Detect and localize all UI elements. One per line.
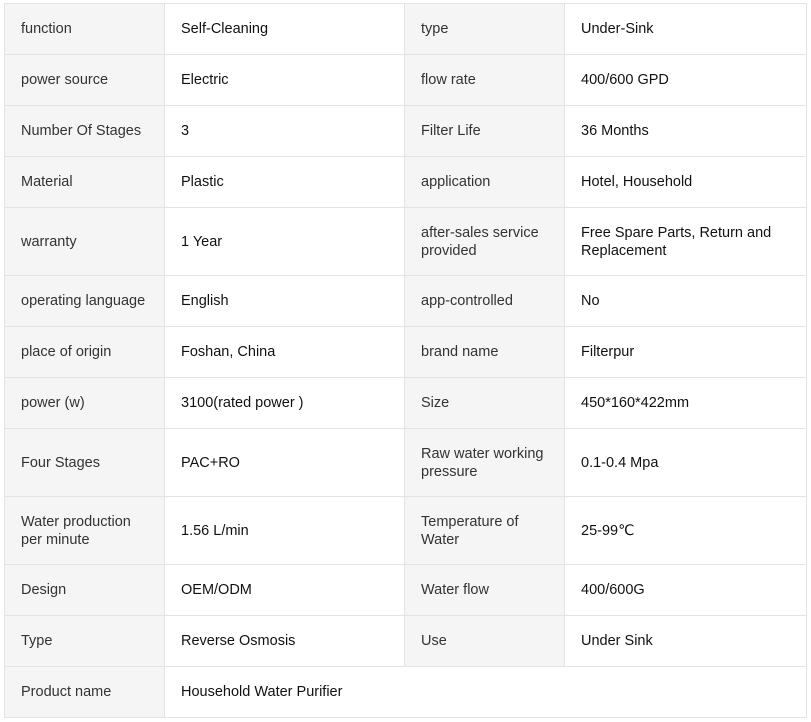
spec-value: Household Water Purifier xyxy=(165,667,807,718)
spec-row xyxy=(5,378,807,429)
spec-value: 3100(rated power ) xyxy=(165,378,405,429)
spec-row xyxy=(5,208,807,276)
spec-value: OEM/ODM xyxy=(165,565,405,616)
spec-table xyxy=(4,3,807,718)
spec-key: type xyxy=(405,4,565,55)
spec-value: PAC+RO xyxy=(165,429,405,497)
spec-value: 400/600G xyxy=(565,565,807,616)
spec-value: Free Spare Parts, Return and Replacement xyxy=(565,208,807,276)
spec-key: Design xyxy=(5,565,165,616)
spec-value: Reverse Osmosis xyxy=(165,616,405,667)
spec-key: app-controlled xyxy=(405,276,565,327)
spec-key: after-sales service provided xyxy=(405,208,565,276)
spec-value: Filterpur xyxy=(565,327,807,378)
spec-value: Hotel, Household xyxy=(565,157,807,208)
spec-value: Plastic xyxy=(165,157,405,208)
spec-key: Product name xyxy=(5,667,165,718)
spec-row xyxy=(5,4,807,55)
spec-key: Size xyxy=(405,378,565,429)
spec-key: Type xyxy=(5,616,165,667)
spec-row xyxy=(5,327,807,378)
spec-key: Water production per minute xyxy=(5,497,165,565)
spec-value: 450*160*422mm xyxy=(565,378,807,429)
spec-value: 25-99℃ xyxy=(565,497,807,565)
spec-row xyxy=(5,429,807,497)
spec-row xyxy=(5,157,807,208)
spec-key: power source xyxy=(5,55,165,106)
spec-row xyxy=(5,616,807,667)
spec-row xyxy=(5,497,807,565)
spec-value: 36 Months xyxy=(565,106,807,157)
spec-value: Foshan, China xyxy=(165,327,405,378)
spec-key: flow rate xyxy=(405,55,565,106)
spec-value: No xyxy=(565,276,807,327)
spec-key: Four Stages xyxy=(5,429,165,497)
spec-key: Water flow xyxy=(405,565,565,616)
spec-key: application xyxy=(405,157,565,208)
spec-value: 1.56 L/min xyxy=(165,497,405,565)
spec-key: power (w) xyxy=(5,378,165,429)
spec-value: 0.1-0.4 Mpa xyxy=(565,429,807,497)
spec-key: place of origin xyxy=(5,327,165,378)
spec-value: Under Sink xyxy=(565,616,807,667)
spec-key: Use xyxy=(405,616,565,667)
spec-row xyxy=(5,667,807,718)
spec-row xyxy=(5,565,807,616)
spec-key: Filter Life xyxy=(405,106,565,157)
spec-value: 3 xyxy=(165,106,405,157)
spec-key: Temperature of Water xyxy=(405,497,565,565)
spec-key: warranty xyxy=(5,208,165,276)
spec-value: English xyxy=(165,276,405,327)
spec-row xyxy=(5,55,807,106)
spec-value: Under-Sink xyxy=(565,4,807,55)
spec-key: Number Of Stages xyxy=(5,106,165,157)
spec-key: operating language xyxy=(5,276,165,327)
spec-row xyxy=(5,276,807,327)
spec-value: Electric xyxy=(165,55,405,106)
spec-key: Raw water working pressure xyxy=(405,429,565,497)
spec-key: brand name xyxy=(405,327,565,378)
spec-value: 400/600 GPD xyxy=(565,55,807,106)
spec-value: 1 Year xyxy=(165,208,405,276)
spec-key: function xyxy=(5,4,165,55)
spec-row xyxy=(5,106,807,157)
spec-key: Material xyxy=(5,157,165,208)
spec-value: Self-Cleaning xyxy=(165,4,405,55)
